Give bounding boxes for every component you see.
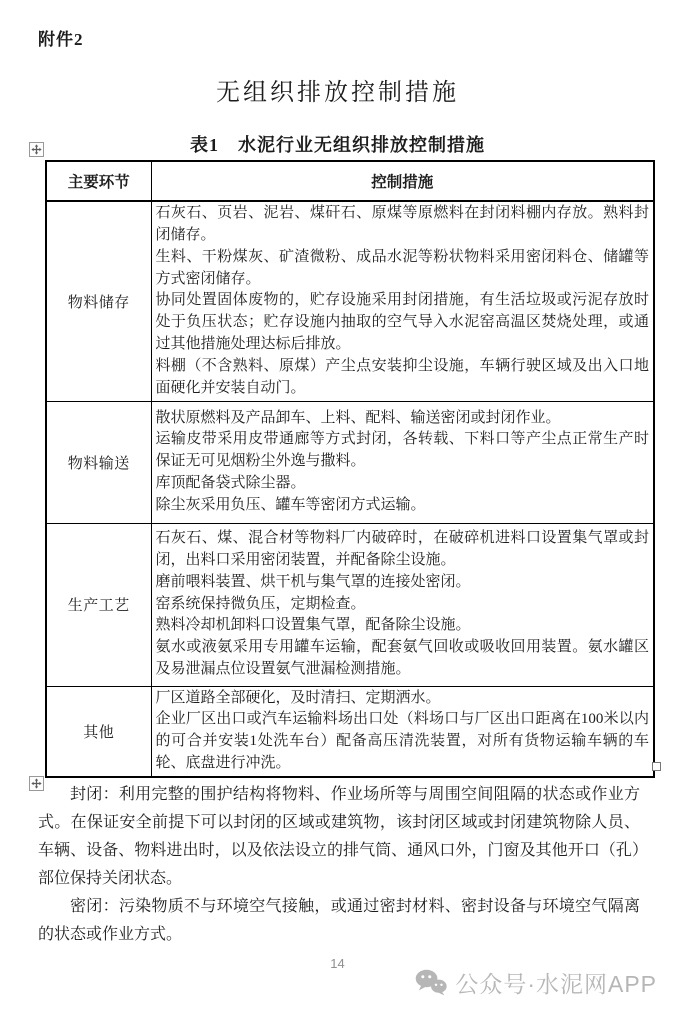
note-sealed-enclosure: 封闭：利用完整的围护结构将物料、作业场所等与周围空间阻隔的状态或作业方式。在保证安全前提下可以封闭的区域或建筑物，该封闭区域或封闭建筑物除人员、车辆、设备、物料进出时，以及依法设立的排气筒、通风口外，门窗及其他开口（孔）部位保持关闭状态。	[38, 786, 640, 887]
measure-line: 散状原燃料及产品卸车、上料、配料、输送密闭或封闭作业。	[155, 409, 561, 426]
document-title: 无组织排放控制措施	[216, 80, 459, 106]
stage-cell: 物料储存	[46, 201, 151, 401]
control-measures-table	[45, 160, 655, 778]
page-number: 14	[330, 956, 345, 971]
stage-cell: 生产工艺	[46, 523, 151, 686]
measure-line: 窑系统保持微负压，定期检查。	[155, 595, 366, 612]
wechat-icon	[415, 969, 447, 996]
measure-line: 石灰石、页岩、泥岩、煤矸石、原煤等原燃料在封闭料棚内存放。熟料封闭储存。	[155, 205, 649, 243]
measures-cell	[151, 201, 654, 401]
measure-line: 生料、干粉煤灰、矿渣微粉、成品水泥等粉状物料采用密闭料仓、储罐等方式密闭储存。	[155, 248, 649, 287]
table-move-handle-top[interactable]	[29, 142, 44, 157]
attachment-label: 附件2	[38, 30, 84, 49]
measures-cell	[151, 523, 654, 686]
definitions-notes	[38, 781, 640, 949]
move-icon	[31, 144, 42, 155]
watermark	[415, 966, 657, 999]
control-measures-table-wrap	[45, 160, 655, 778]
table-header-row	[46, 161, 654, 201]
measure-line: 熟料冷却机卸料口设置集气罩，配备除尘设施。	[155, 617, 471, 634]
table-body	[46, 201, 654, 777]
header-stage: 主要环节	[46, 161, 151, 201]
measure-line: 料棚（不含熟料、原煤）产尘点安装抑尘设施，车辆行驶区域及出入口地面硬化并安装自动门。	[155, 357, 649, 396]
measure-line: 运输皮带采用皮带通廊等方式封闭，各转载、下料口等产尘点正常生产时保证无可见烟粉尘外逸与撒料。	[155, 431, 649, 470]
measure-line: 氨水或液氨采用专用罐车运输，配套氨气回收或吸收回用装置。氨水罐区及易泄漏点位设置氨气泄漏检测措施。	[155, 639, 649, 677]
measure-line: 库顶配备袋式除尘器。	[155, 474, 306, 491]
header-measures: 控制措施	[151, 161, 654, 201]
measures-cell	[151, 686, 654, 777]
measure-line: 企业厂区出口或汽车运输料场出口处（料场口与厂区出口距离在100米以内的可合并安装1处洗车台）配备高压清洗装置，对所有货物运输车辆的车轮、底盘进行冲洗。	[155, 711, 649, 771]
table-row	[46, 201, 654, 401]
measure-line: 协同处置固体废物的，贮存设施采用封闭措施，有生活垃圾或污泥存放时处于负压状态；贮存设施内抽取的空气导入水泥窑高温区焚烧处理，或通过其他措施处理达标后排放。	[155, 292, 649, 352]
watermark-text: 公众号·水泥网APP	[455, 971, 657, 997]
measures-cell	[151, 401, 654, 523]
table-row	[46, 686, 654, 777]
measure-line: 石灰石、煤、混合材等物料厂内破碎时，在破碎机进料口设置集气罩或封闭，出料口采用密闭装置，并配备除尘设施。	[155, 530, 649, 568]
measure-line: 除尘灰采用负压、罐车等密闭方式运输。	[155, 496, 426, 513]
stage-cell: 其他	[46, 686, 151, 777]
note-airtight: 密闭：污染物质不与环境空气接触，或通过密封材料、密封设备与环境空气隔离的状态或作业方式。	[38, 898, 640, 943]
table-row	[46, 523, 654, 686]
table-resize-handle[interactable]	[652, 762, 661, 771]
table-caption: 表1 水泥行业无组织排放控制措施	[190, 135, 485, 155]
stage-cell: 物料输送	[46, 401, 151, 523]
measure-line: 厂区道路全部硬化，及时清扫、定期洒水。	[155, 689, 441, 706]
table-row	[46, 401, 654, 523]
measure-line: 磨前喂料装置、烘干机与集气罩的连接处密闭。	[155, 573, 471, 590]
